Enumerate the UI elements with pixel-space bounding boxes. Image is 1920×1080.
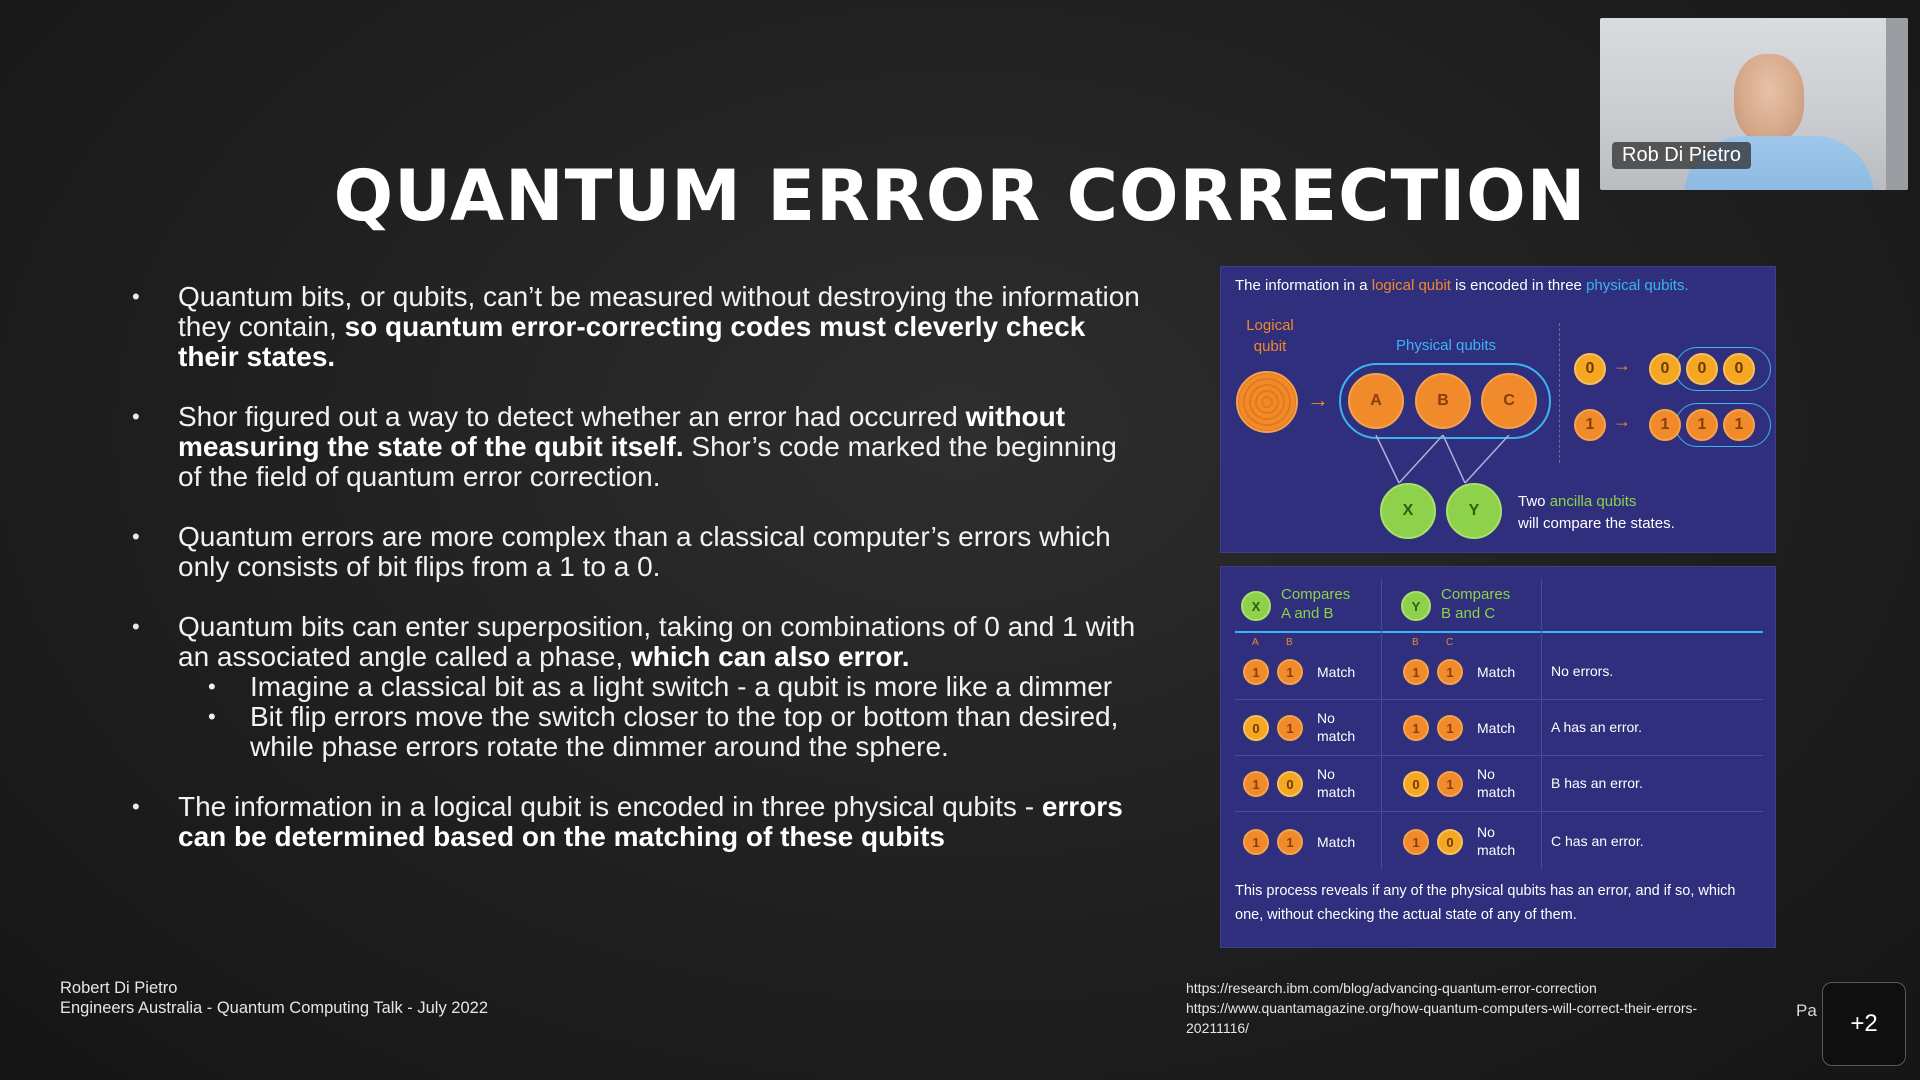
qubit-value: 1: [1437, 715, 1463, 741]
qubit-a: A: [1348, 373, 1404, 429]
slide-title: QUANTUM ERROR CORRECTION: [333, 155, 1587, 237]
bullet-text: Quantum bits, or qubits, can’t be measured without destroying the information they contain,: [178, 281, 1140, 342]
bullet-item: [130, 282, 1140, 372]
bullet-item: [130, 402, 1140, 492]
qubit-b: B: [1415, 373, 1471, 429]
bullet-bold-text: errors can be determined based on the matching of these qubits: [178, 791, 1123, 852]
match-result: Match: [1317, 834, 1356, 850]
logical-one: 1: [1574, 409, 1606, 441]
row-result: B has an error.: [1551, 775, 1643, 791]
qubit-label-b: B: [1286, 637, 1293, 648]
caption-text: is encoded in three: [1450, 277, 1587, 294]
reference-link[interactable]: https://research.ibm.com/blog/advancing-quantum-error-correction: [1186, 980, 1597, 996]
background-frame: [1886, 18, 1908, 190]
match-result: No match: [1317, 766, 1356, 800]
match-result: No match: [1317, 710, 1356, 744]
error-detection-table: [1220, 566, 1776, 948]
qubit-label-b: B: [1412, 637, 1419, 648]
logical-qubit-circle: [1236, 371, 1298, 433]
qubit-value: 1: [1243, 659, 1269, 685]
caption-physical: physical qubits.: [1586, 277, 1689, 294]
qubit-value: 0: [1243, 715, 1269, 741]
physical-zero: 0: [1723, 353, 1755, 385]
qubit-value: 1: [1243, 829, 1269, 855]
diagram-divider: [1559, 323, 1560, 463]
physical-one: 1: [1686, 409, 1718, 441]
ancilla-y-badge: Y: [1401, 591, 1431, 621]
qubit-encoding-diagram: [1220, 266, 1776, 553]
reference-link[interactable]: https://www.quantamagazine.org/how-quantum-computers-will-correct-their-errors-20211116/: [1186, 1000, 1698, 1036]
qubit-value: 1: [1403, 829, 1429, 855]
bullet-bold-text: so quantum error-correcting codes must cleverly check their states.: [178, 311, 1086, 372]
bullet-text: Shor figured out a way to detect whether an error had occurred: [178, 401, 966, 432]
sub-bullet-list: [178, 672, 1140, 762]
column-header-x: [1281, 585, 1350, 623]
row-result: No errors.: [1551, 663, 1614, 679]
qubit-value: 1: [1437, 659, 1463, 685]
more-participants-button[interactable]: +2: [1822, 982, 1906, 1066]
bullet-item: [130, 612, 1140, 762]
page-number-label: Pa: [1796, 1001, 1817, 1020]
column-divider: [1381, 579, 1382, 869]
slide-footer: [60, 978, 488, 1018]
qubit-value: 1: [1243, 771, 1269, 797]
physical-one: 1: [1649, 409, 1681, 441]
bullet-text: The information in a logical qubit is encoded in three physical qubits -: [178, 791, 1042, 822]
footer-author: Robert Di Pietro: [60, 979, 178, 997]
qubit-c: C: [1481, 373, 1537, 429]
row-divider: [1235, 811, 1763, 812]
bullet-text: Quantum errors are more complex than a classical computer’s errors which only consists of bit flips from a 1 to a 0.: [178, 521, 1111, 582]
table-header-rule: [1235, 631, 1763, 633]
match-result: No match: [1477, 824, 1516, 858]
header-line: Compares: [1281, 586, 1351, 603]
header-line: Compares: [1441, 586, 1511, 603]
bullet-item: [130, 792, 1140, 852]
header-line: A and B: [1281, 605, 1334, 622]
participant-video-tile[interactable]: [1600, 18, 1908, 190]
qubit-value: 1: [1277, 659, 1303, 685]
row-result: A has an error.: [1551, 719, 1643, 735]
label-line: qubit: [1253, 338, 1287, 355]
footer-event: Engineers Australia - Quantum Computing Talk - July 2022: [60, 999, 489, 1017]
qubit-value: 0: [1437, 829, 1463, 855]
column-header-y: [1441, 585, 1510, 623]
match-result: Match: [1477, 720, 1516, 736]
table-footnote: This process reveals if any of the physical qubits has an error, and if so, which one, without checking the actual state of any of them.: [1235, 883, 1736, 923]
bullet-text: Quantum bits can enter superposition, taking on combinations of 0 and 1 with an associated angle called a phase,: [178, 611, 1136, 672]
ancilla-text: Two: [1518, 493, 1550, 510]
physical-zero: 0: [1649, 353, 1681, 385]
bullet-bold-text: without measuring the state of the qubit itself.: [178, 401, 1066, 462]
qubit-label-c: C: [1446, 637, 1454, 648]
connector-lines: [1371, 435, 1521, 487]
row-divider: [1235, 699, 1763, 700]
participant-head: [1734, 54, 1804, 142]
arrow-icon: →: [1613, 411, 1631, 431]
reference-links: [1186, 978, 1726, 1038]
label-line: Logical: [1246, 317, 1294, 334]
physical-qubits-label: Physical qubits: [1395, 337, 1497, 354]
physical-one: 1: [1723, 409, 1755, 441]
ancilla-y: Y: [1446, 483, 1502, 539]
row-result: C has an error.: [1551, 833, 1644, 849]
bullet-item: [130, 522, 1140, 582]
qubit-value: 1: [1403, 715, 1429, 741]
qubit-value: 1: [1277, 829, 1303, 855]
match-result: Match: [1317, 664, 1356, 680]
header-line: B and C: [1441, 605, 1496, 622]
logical-qubit-label: [1235, 315, 1305, 357]
ancilla-text-line2: will compare the states.: [1518, 515, 1675, 532]
qubit-label-a: A: [1252, 637, 1259, 648]
qubit-value: 0: [1277, 771, 1303, 797]
match-result: No match: [1477, 766, 1516, 800]
ancilla-highlight: ancilla qubits: [1549, 493, 1637, 510]
caption-text: The information in a: [1235, 277, 1372, 294]
arrow-icon: →: [1613, 355, 1631, 375]
bullet-list: [130, 282, 1140, 882]
bullet-bold-text: which can also error.: [631, 641, 910, 672]
caption-logical: logical qubit: [1371, 277, 1451, 294]
qubit-value: 1: [1437, 771, 1463, 797]
participant-name-label: Rob Di Pietro: [1612, 142, 1751, 169]
physical-zero: 0: [1686, 353, 1718, 385]
ancilla-x-badge: X: [1241, 591, 1271, 621]
qubit-value: 1: [1277, 715, 1303, 741]
match-result: Match: [1477, 664, 1516, 680]
sub-bullet-item: • Imagine a classical bit as a light switch - a qubit is more like a dimmer: [208, 672, 1140, 702]
qubit-value: 0: [1403, 771, 1429, 797]
ancilla-x: X: [1380, 483, 1436, 539]
ancilla-description: [1518, 491, 1675, 535]
arrow-icon: →: [1307, 387, 1329, 412]
sub-bullet-item: • Bit flip errors move the switch closer to the top or bottom than desired, while phase errors rotate the dimmer around the sphere.: [208, 702, 1140, 762]
bullet-text-after: Shor’s code marked the beginning of the field of quantum error correction.: [178, 431, 1117, 492]
qubit-value: 1: [1403, 659, 1429, 685]
row-divider: [1235, 755, 1763, 756]
column-divider: [1541, 579, 1542, 869]
diagram-caption: [1235, 277, 1689, 294]
logical-zero: 0: [1574, 353, 1606, 385]
